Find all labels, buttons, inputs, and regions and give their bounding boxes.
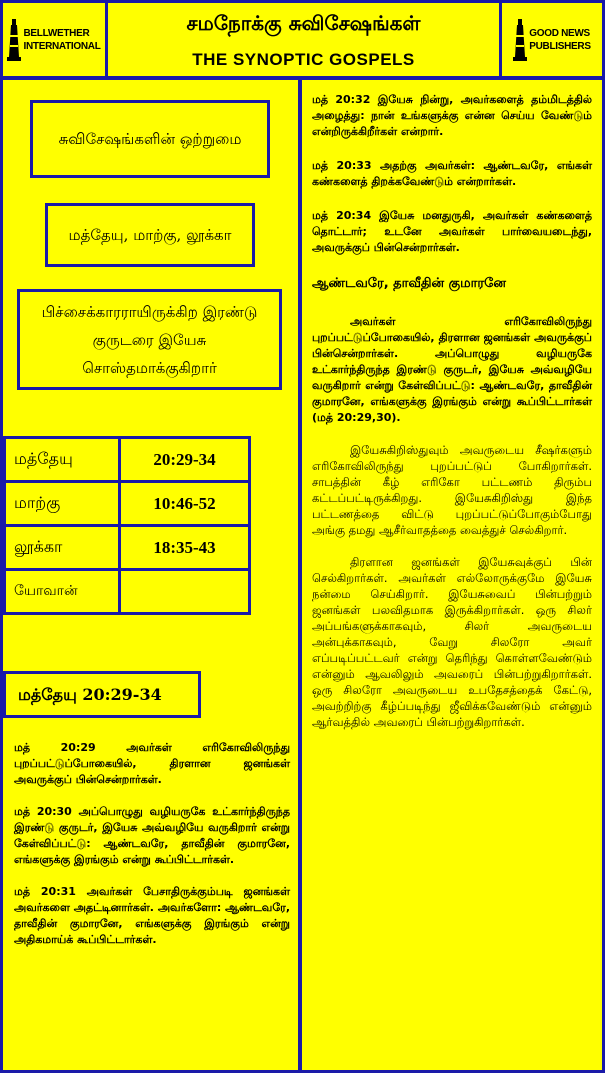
left-verses: [14, 740, 290, 948]
right-content: [312, 92, 592, 730]
commentary-bold: அவர்கள் எரிகோவிலிருந்து புறப்பட்டுப்போகையில், திரளான ஜனங்கள் அவருக்குப் பின்சென்றார்கள். அப்பொழுது வழியருகே உட்கார்ந்திருந்த இரண்டு குருடர், இயேசு அவ்வழியே வருகிறார் என்று கேள்விப்பட்டு: ஆண்டவரே, தாவீதின் குமாரனே, எங்களுக்கு இரங்கும் என்று கூப்பிட்டார்கள் (மத் 20:29,30).: [312, 315, 592, 424]
page-title: [108, 3, 499, 76]
gospels-heading: மத்தேயு, மாற்கு, லூக்கா: [68, 226, 232, 244]
book-cell: யோவான்: [5, 570, 120, 614]
table-row: [5, 526, 250, 570]
right-logo-line2: PUBLISHERS: [529, 40, 591, 52]
ref-cell: [120, 570, 250, 614]
references-table: [3, 436, 251, 615]
title-english: THE SYNOPTIC GOSPELS: [192, 50, 415, 69]
passage-heading-box: [3, 671, 201, 718]
passage-heading: மத்தேயு 20:29-34: [18, 684, 162, 704]
unity-heading-box: [30, 100, 270, 178]
verse: மத் 20:29 அவர்கள் எரிகோவிலிருந்து புறப்பட்டுப்போகையில், திரளான ஜனங்கள் அவருக்குப் பின்சென்றார்கள்.: [14, 741, 290, 786]
story-heading: பிச்சைக்காரராயிருக்கிற இரண்டு குருடரை இயேசு சொஸ்தமாக்குகிறார்: [41, 302, 258, 377]
lighthouse-icon: [7, 17, 21, 63]
gospels-heading-box: [45, 203, 255, 267]
title-tamil: சமநோக்கு சுவிசேஷங்கள்: [186, 11, 421, 35]
book-cell: மத்தேயு: [5, 438, 120, 482]
commentary-paragraph: இயேசுகிறிஸ்துவும் அவருடைய சீஷர்களும் எரிகோவிலிருந்து புறப்பட்டுப் போகிறார்கள். சாபத்தின் கீழ் எரிகோ பட்டணம் திரும்ப கட்டப்பட்டிருக்கிறது. இயேசுகிறிஸ்து இந்த பட்டணத்தை விட்டு புறப்பட்டுப்போகும்போது அங்கு தமது ஆசீர்வாதத்தை வைத்துச் செல்கிறார்.: [312, 443, 592, 537]
section-heading: ஆண்டவரே, தாவீதின் குமாரனே: [312, 276, 506, 291]
verse: மத் 20:32 இயேசு நின்று, அவர்களைத் தம்மிடத்தில் அழைத்து: நான் உங்களுக்கு என்ன செய்ய வேண்டும் என்றிருக்கிறீர்கள் என்றார்.: [312, 93, 592, 138]
good-news-logo: [502, 3, 602, 76]
story-heading-box: [17, 289, 282, 390]
table-row: [5, 438, 250, 482]
table-row: [5, 482, 250, 526]
ref-cell: 18:35-43: [120, 526, 250, 570]
left-logo-line2: INTERNATIONAL: [23, 40, 101, 52]
verse: மத் 20:30 அப்பொழுது வழியருகே உட்கார்ந்திருந்த இரண்டு குருடர், இயேசு அவ்வழியே வருகிறார் என்று கேள்விப்பட்டு: ஆண்டவரே, தாவீதின் குமாரனே, எங்களுக்கு இரங்கும் என்று கூப்பிட்டார்கள்.: [14, 805, 290, 866]
book-cell: லூக்கா: [5, 526, 120, 570]
lighthouse-icon: [513, 17, 527, 63]
verse: மத் 20:34 இயேசு மனதுருகி, அவர்கள் கண்களைத் தொட்டார்; உடனே அவர்கள் பார்வையடைந்து, அவருக்குப் பின்சென்றார்கள்.: [312, 209, 592, 254]
verse: மத் 20:33 அதற்கு அவர்கள்: ஆண்டவரே, எங்கள் கண்களைத் திறக்கவேண்டும் என்றார்கள்.: [312, 159, 592, 188]
verse: மத் 20:31 அவர்கள் பேசாதிருக்கும்படி ஜனங்கள் அவர்களை அதட்டினார்கள். அவர்களோ: ஆண்டவரே, தாவீதின் குமாரனே, எங்களுக்கு இரங்கும் என்று அதிகமாய்க் கூப்பிட்டார்கள்.: [14, 885, 290, 946]
bellwether-logo: [3, 3, 105, 76]
ref-cell: 20:29-34: [120, 438, 250, 482]
right-logo-line1: GOOD NEWS: [529, 27, 590, 39]
ref-cell: 10:46-52: [120, 482, 250, 526]
book-cell: மாற்கு: [5, 482, 120, 526]
left-logo-line1: BELLWETHER: [23, 27, 90, 39]
commentary-paragraph: திரளான ஜனங்கள் இயேசுவுக்குப் பின் செல்கிறார்கள். அவர்கள் எல்லோருக்குமே இயேசு நன்மை செய்கிறார். இயேசுவைப் பின்பற்றும் ஜனங்கள் பலவிதமாக இருக்கிறார்கள். ஒரு சிலர் அப்பங்களுக்காகவும், சிலர் அவருடைய அன்புக்காகவும், வேறு சிலரோ அவர் எப்படிப்பட்டவர் என்று தெரிந்து கொள்ளவேண்டும் என்னும் ஆவலிலும் அவரைப் பின்பற்றுகிறார்கள். ஒரு சிலரோ அவருடைய உபதேசத்தைக் கேட்டு, அவற்றிற்கு கீழ்ப்படிந்து ஜீவிக்கவேண்டும் என்னும் ஆர்வத்தில் அவரைப் பின்பற்றுகிறார்கள்.: [312, 555, 592, 729]
table-row: [5, 570, 250, 614]
unity-heading: சுவிசேஷங்களின் ஒற்றுமை: [58, 130, 242, 148]
